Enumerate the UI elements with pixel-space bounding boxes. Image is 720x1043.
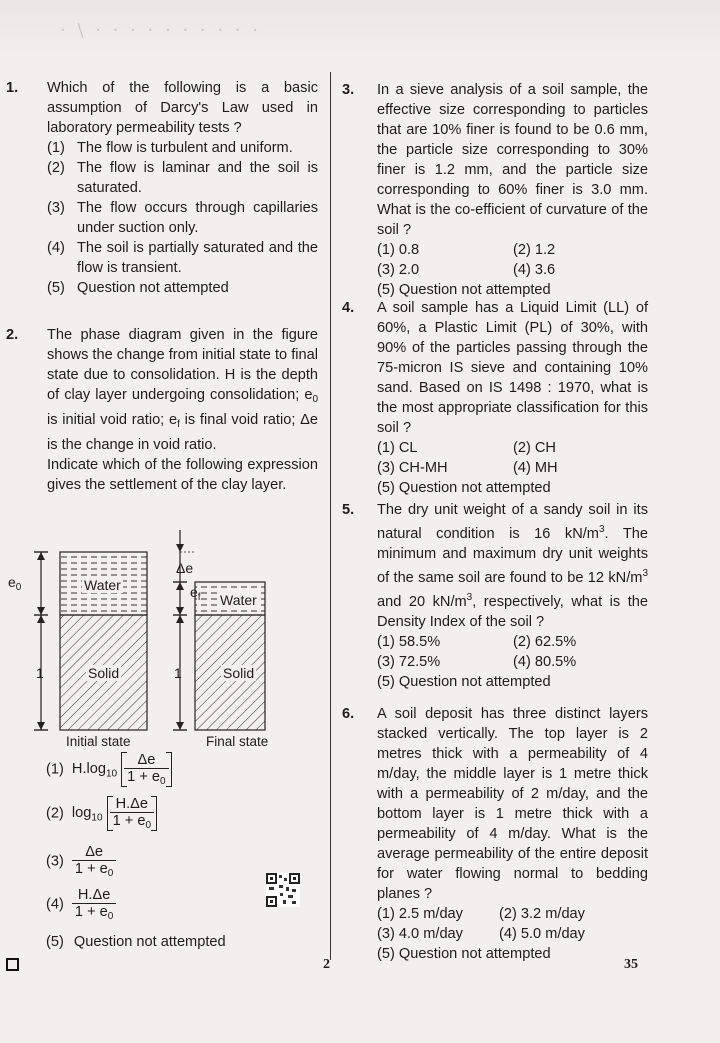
options-row-2 [377, 260, 648, 280]
option-5[interactable]: (5) Question not attempted [47, 280, 229, 296]
question-text: In a sieve analysis of a soil sample, the effective size corresponding to particles that are 10% finer is found to be 0.6 mm, the particle size corresponding to 30% finer is 1.2 mm, and the particle size corresponding to 60% finer is 3.0 mm. What is the co-efficient of curvature of the soil ? [377, 82, 648, 238]
question-6 [342, 704, 648, 962]
question-number: 4. [342, 300, 355, 316]
question-number: 2. [6, 327, 19, 343]
q2-option-5[interactable]: (5) Question not attempted [46, 934, 226, 950]
question-1 [6, 78, 318, 308]
question-number: 6. [342, 706, 355, 722]
option-3[interactable]: (3) 4.0 m/day [377, 926, 463, 942]
option-4[interactable]: (4) The soil is partially saturated and the flow is transient. [47, 240, 318, 276]
q2-option-3[interactable]: (3) $\frac{\Delta e}{1 + e_0}$ [46, 844, 116, 879]
option-1[interactable]: (1) 0.8 [377, 242, 420, 258]
question-text: The dry unit weight of a sandy soil in its natural condition is 16 $kN/m^3$. The minimum and maximum dry unit weights of the same soil are found to be 12 $kN/m^3$ and 20 $kN/m^3$, respectively, what is the Density Index of the soil ? [377, 502, 648, 630]
phase-diagram [20, 530, 290, 755]
question-text: Which of the following is a basic assumption of Darcy's Law used in laboratory permeability tests ? [47, 80, 318, 136]
question-number: 5. [342, 502, 355, 518]
option-5[interactable]: (5) Question not attempted [377, 674, 551, 690]
diagram-label-one-final: 1 [174, 665, 182, 681]
question-2: 2. The phase diagram given in the figure shows the change from initial state to final state due to consolidation. H is the depth of clay layer undergoing consolidation; $e_0$ is initial void ratio; $e_f$ is final void ratio; Δe is the change in void ratio. Indicate which of the following expression gives the settlement of the clay layer. [6, 327, 318, 493]
question-4 [342, 298, 648, 496]
diagram-label-e0: $e_0$ [8, 574, 22, 593]
option-3[interactable]: (3) 72.5% [377, 654, 441, 670]
options-row-1 [377, 438, 648, 458]
diagram-label-solid-final: Solid [223, 665, 255, 681]
option-5[interactable]: (5) Question not attempted [377, 282, 551, 298]
diagram-label-water-initial: Water [84, 577, 121, 593]
question-number: 1. [6, 80, 19, 96]
option-5[interactable]: (5) Question not attempted [377, 946, 551, 962]
option-1[interactable]: (1) 58.5% [377, 634, 441, 650]
option-2[interactable]: (2) 1.2 [513, 242, 556, 258]
option-4[interactable]: (4) MH [513, 460, 558, 476]
options-row-2 [377, 652, 648, 672]
option-5[interactable]: (5) Question not attempted [377, 480, 551, 496]
option-4[interactable]: (4) 3.6 [513, 262, 556, 278]
question-5 [342, 500, 648, 692]
diagram-label-one-initial: 1 [36, 665, 44, 681]
option-1[interactable]: (1) CL [377, 440, 418, 456]
header-scribble: · \ · · · · · · · · · · [60, 20, 261, 41]
question-instruction: Indicate which of the following expression gives the settlement of the clay layer. [47, 457, 318, 493]
option-2[interactable]: (2) CH [513, 440, 556, 456]
option-2[interactable]: (2) 3.2 m/day [499, 906, 585, 922]
options-row-2 [377, 924, 648, 944]
diagram-label-solid-initial: Solid [88, 665, 120, 681]
column-divider [330, 72, 331, 960]
option-3[interactable]: (3) CH-MH [377, 460, 448, 476]
question-text: The phase diagram given in the figure shows the change from initial state to final state due to consolidation. H is the depth of clay layer undergoing consolidation; e [47, 327, 318, 403]
page-number-left: 2 [323, 957, 330, 972]
diagram-label-water-final: Water [220, 592, 257, 608]
q2-option-4[interactable]: (4) $\frac{H.\Delta e}{1 + e_0}$ [46, 887, 116, 922]
option-3[interactable]: (3) The flow occurs through capillaries under suction only. [47, 200, 318, 236]
option-1[interactable]: (1) 2.5 m/day [377, 906, 463, 922]
question-text: A soil deposit has three distinct layers stacked vertically. The top layer is 2 metres thick with a permeability of 4 m/day, the middle layer is 1 metre thick with a permeability of 2 m/day, and the bottom layer is 1 metre thick with a permeability of 4 m/day. What is the average permeability of the entire deposit for water flowing normal to bedding planes ? [377, 706, 648, 902]
diagram-caption-final: Final state [206, 734, 269, 749]
q2-option-1[interactable]: (1) $H.\log_{10}$ $\frac{\Delta e}{1 + e_0}$ [46, 752, 172, 787]
diagram-label-delta-e: Δe [176, 560, 194, 576]
question-text: A soil sample has a Liquid Limit (LL) of 60%, a Plastic Limit (PL) of 30%, with 90% of the particles passing through the 75-micron IS sieve and containing 10% sand. Based on IS 1498 : 1970, what is the most appropriate classification for this soil ? [377, 300, 648, 436]
option-4[interactable]: (4) 80.5% [513, 654, 577, 670]
options-row-1 [377, 904, 648, 924]
page-number-right: 35 [624, 957, 638, 972]
q2-option-2[interactable]: (2) $\log_{10}$ $\frac{H.\Delta e}{1 + e_0}$ [46, 796, 157, 831]
question-3 [342, 80, 648, 298]
options [47, 138, 318, 298]
question-number: 3. [342, 82, 355, 98]
options-row-2 [377, 458, 648, 478]
diagram-caption-initial: Initial state [66, 734, 131, 749]
diagram-label-ef: $e_f$ [190, 584, 201, 603]
option-2[interactable]: (2) 62.5% [513, 634, 577, 650]
corner-square-mark [6, 958, 19, 971]
options-row-1 [377, 240, 648, 260]
option-1[interactable]: (1) The flow is turbulent and uniform. [47, 140, 293, 156]
option-4[interactable]: (4) 5.0 m/day [499, 926, 585, 942]
option-3[interactable]: (3) 2.0 [377, 262, 420, 278]
options-row-1 [377, 632, 648, 652]
option-2[interactable]: (2) The flow is laminar and the soil is saturated. [47, 160, 318, 196]
qr-code-icon [266, 873, 300, 907]
